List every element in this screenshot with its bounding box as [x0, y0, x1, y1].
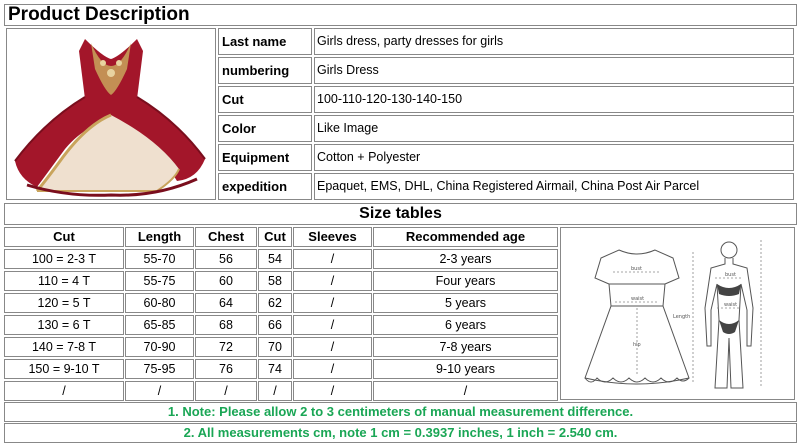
page-title: Product Description [4, 4, 797, 26]
size-cell: / [293, 315, 372, 335]
size-cell: 100 = 2-3 T [4, 249, 124, 269]
size-header-age: Recommended age [373, 227, 558, 247]
product-value-numbering: Girls Dress [314, 57, 794, 84]
size-cell: / [293, 381, 372, 401]
size-cell: 62 [258, 293, 292, 313]
diagram-label-bust: bust [631, 266, 642, 272]
size-cell: / [373, 381, 558, 401]
size-cell: 54 [258, 249, 292, 269]
size-cell: 64 [195, 293, 257, 313]
size-cell: / [293, 293, 372, 313]
size-cell: 130 = 6 T [4, 315, 124, 335]
product-label-numbering: numbering [218, 57, 312, 84]
size-cell: 70 [258, 337, 292, 357]
product-value-expedition: Epaquet, EMS, DHL, China Registered Airmail, China Post Air Parcel [314, 173, 794, 200]
note-measurement-difference: 1. Note: Please allow 2 to 3 centimeters of manual measurement difference. [4, 402, 797, 422]
size-cell: 60-80 [125, 293, 194, 313]
size-cell: 55-70 [125, 249, 194, 269]
size-cell: / [195, 381, 257, 401]
size-cell: 72 [195, 337, 257, 357]
size-cell: 60 [195, 271, 257, 291]
product-value-equipment: Cotton + Polyester [314, 144, 794, 171]
size-table-title: Size tables [4, 203, 797, 225]
product-label-expedition: expedition [218, 173, 312, 200]
size-header-length: Length [125, 227, 194, 247]
size-cell: 58 [258, 271, 292, 291]
size-header-cut-2: Cut [258, 227, 292, 247]
size-cell: 2-3 years [373, 249, 558, 269]
size-cell: 9-10 years [373, 359, 558, 379]
size-cell: 75-95 [125, 359, 194, 379]
size-cell: 5 years [373, 293, 558, 313]
product-label-equipment: Equipment [218, 144, 312, 171]
size-cell: 65-85 [125, 315, 194, 335]
measurement-diagram [560, 227, 795, 400]
size-cell: Four years [373, 271, 558, 291]
size-cell: / [293, 337, 372, 357]
dress-illustration [7, 29, 215, 199]
product-image [6, 28, 216, 200]
size-cell: 7-8 years [373, 337, 558, 357]
product-value-color: Like Image [314, 115, 794, 142]
size-cell: 55-75 [125, 271, 194, 291]
note-unit-conversion: 2. All measurements cm, note 1 cm = 0.3937 inches, 1 inch = 2.540 cm. [4, 423, 797, 443]
measurement-figure [561, 228, 794, 399]
size-cell: / [293, 359, 372, 379]
size-cell: / [293, 271, 372, 291]
product-label-cut: Cut [218, 86, 312, 113]
diagram-label-waist: waist [631, 296, 645, 302]
size-header-chest: Chest [195, 227, 257, 247]
product-value-cut: 100-110-120-130-140-150 [314, 86, 794, 113]
size-cell: / [4, 381, 124, 401]
size-cell: 68 [195, 315, 257, 335]
product-value-name: Girls dress, party dresses for girls [314, 28, 794, 55]
size-cell: 74 [258, 359, 292, 379]
size-cell: 66 [258, 315, 292, 335]
product-label-color: Color [218, 115, 312, 142]
size-cell: / [125, 381, 194, 401]
size-cell: / [293, 249, 372, 269]
size-cell: 76 [195, 359, 257, 379]
size-cell: 110 = 4 T [4, 271, 124, 291]
product-label-name: Last name [218, 28, 312, 55]
size-cell: 56 [195, 249, 257, 269]
diagram-label-length: Length [673, 314, 691, 320]
size-header-sleeves: Sleeves [293, 227, 372, 247]
size-cell: 140 = 7-8 T [4, 337, 124, 357]
diagram-label-hip: hip [633, 342, 641, 348]
size-cell: / [258, 381, 292, 401]
size-cell: 70-90 [125, 337, 194, 357]
diagram-label-bust-2: bust [725, 272, 736, 278]
size-header-cut: Cut [4, 227, 124, 247]
body-figure-icon [705, 242, 753, 388]
diagram-label-waist-2: waist [724, 302, 738, 308]
size-cell: 120 = 5 T [4, 293, 124, 313]
size-cell: 150 = 9-10 T [4, 359, 124, 379]
size-cell: 6 years [373, 315, 558, 335]
